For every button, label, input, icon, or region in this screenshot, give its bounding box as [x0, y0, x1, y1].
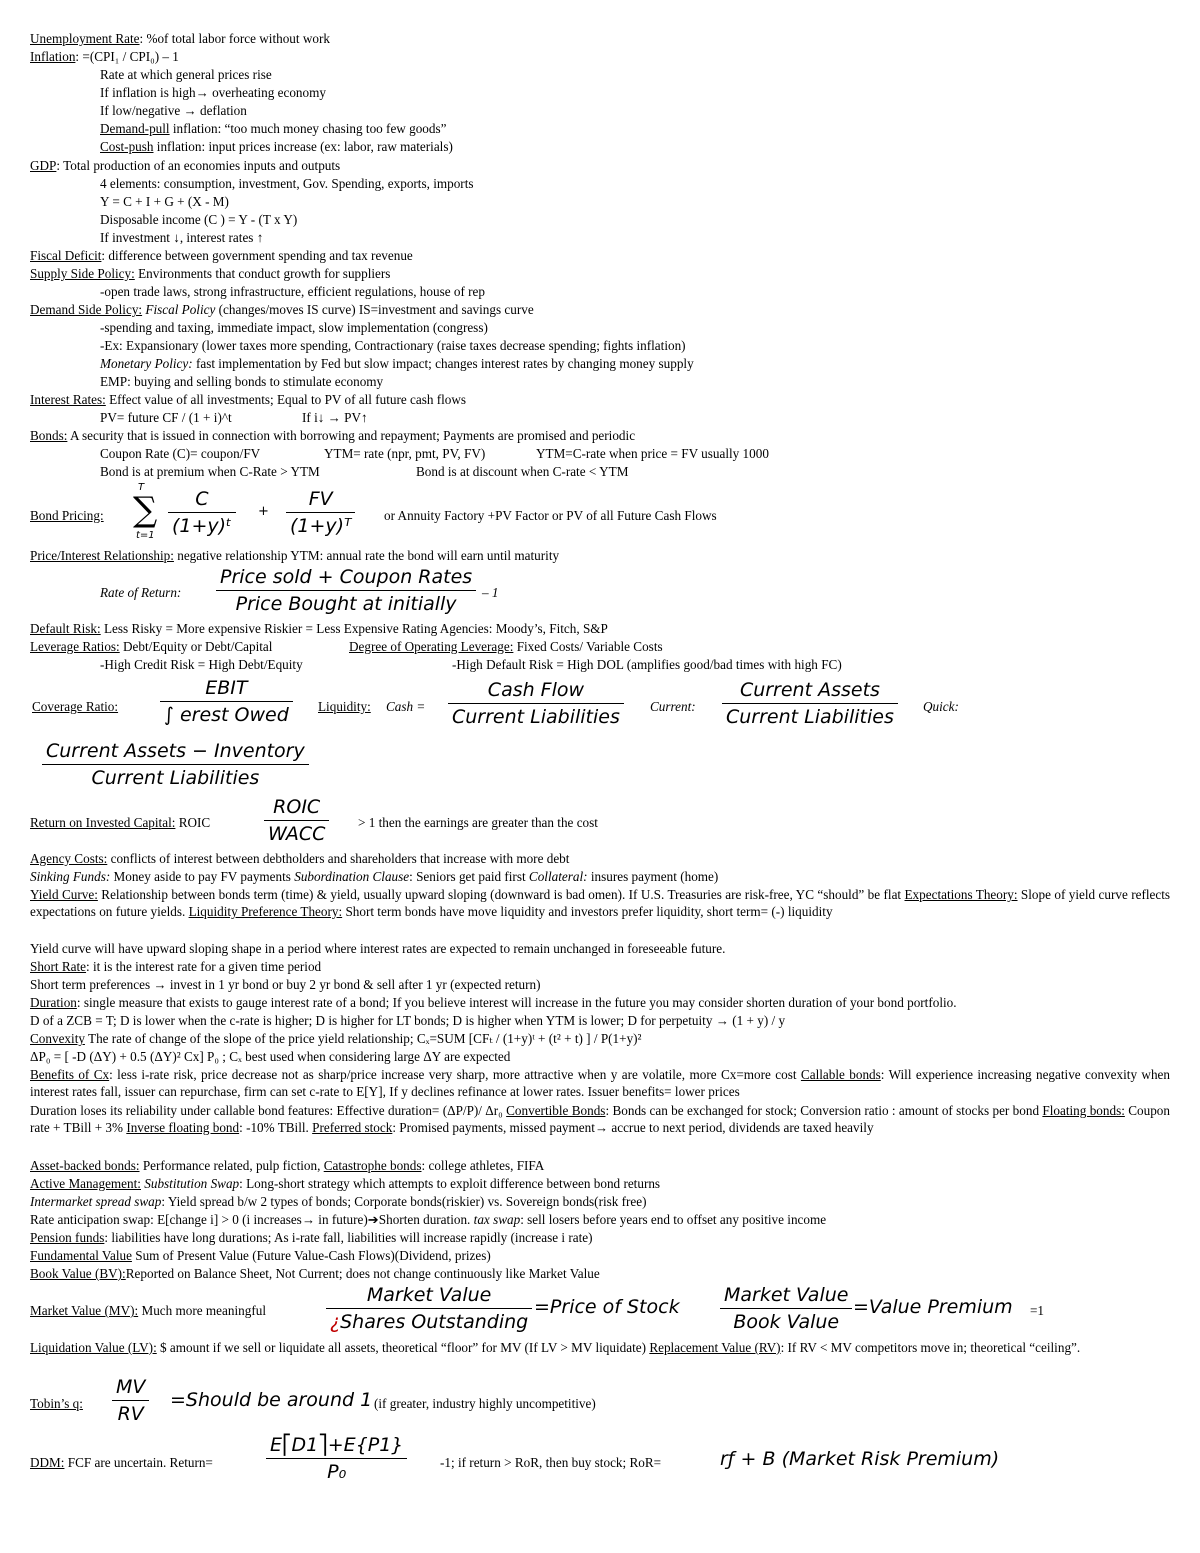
short-term-pref-line: Short term preferences → invest in 1 yr bond or buy 2 yr bond & sell after 1 yr (expected return) [30, 977, 541, 992]
supply-detail: -open trade laws, strong infrastructure, efficient regulations, house of rep [100, 284, 485, 299]
pv-formula-line: PV= future CF / (1 + i)^t [100, 410, 232, 425]
price-change-line: ΔP₀ = [ -D (ΔY) + 0.5 (ΔY)² Cx] P₀ ; Cₓ best used when considering large ΔY are expected [30, 1049, 511, 1064]
liquidity-label: Liquidity: [318, 699, 371, 714]
value-premium-fraction [720, 1282, 852, 1335]
tobins-q-fraction [112, 1374, 149, 1427]
default-risk-dol-line: -High Default Risk = High DOL (amplifies good/bad times with high FC) [452, 657, 842, 672]
current-ratio-label: Current: [650, 699, 696, 714]
required-return-formula: rƒ + B (Market Risk Premium) [720, 1448, 1000, 1470]
gdp-detail: Disposable income (C ) = Y - (T x Y) [100, 212, 298, 227]
fraction-denominator: ∫ erest Owed [164, 704, 289, 726]
coverage-fraction [160, 675, 293, 728]
rate-of-return-fraction [216, 564, 476, 617]
face-value-fraction [286, 486, 355, 539]
market-value-fraction [326, 1282, 532, 1335]
leverage-line: Leverage Ratios: Debt/Equity or Debt/Capital [30, 639, 273, 654]
fiscal-deficit-line: Fiscal Deficit: difference between government spending and tax revenue [30, 248, 413, 263]
roic-note: > 1 then the earnings are greater than the cost [358, 815, 598, 830]
ddm-note: -1; if return > RoR, then buy stock; RoR= [440, 1455, 662, 1470]
minus-one: – 1 [482, 585, 499, 600]
coupon-rate-line: Coupon Rate (C)= coupon/FV [100, 446, 261, 461]
rate-anticipation-line: Rate anticipation swap: E[change i] > 0 (i increases→ in future)➔Shorten duration. tax swap: sell losers before years end to offset any positive income [30, 1212, 827, 1227]
sum-lower-limit: t=1 [136, 530, 155, 541]
market-value-line: Market Value (MV): Much more meaningful [30, 1303, 266, 1318]
benefits-cx-paragraph: Benefits of Cx: less i-rate risk, price decrease not as sharp/price increase very sharp, more attractive when y are volatile, more Cx=more cost Callable bonds: Will experience increasing negative convexity when interest rates fall, issuer can repurchase, firm can set c-rate to E[Y], If y declines refinance at lower rates. Issuer benefits= lower prices [30, 1067, 1170, 1099]
current-ratio-fraction [722, 677, 898, 730]
sinking-funds-line: Sinking Funds: Money aside to pay FV payments Subordination Clause: Seniors get paid first Collateral: insures payment (home) [30, 869, 719, 884]
fraction-numerator: Market Value [724, 1284, 849, 1306]
fraction-denominator: P₀ [327, 1461, 347, 1483]
premium-line: Bond is at premium when C-Rate > YTM [100, 464, 320, 479]
fraction-denominator: Price Bought at initially [235, 593, 457, 615]
fraction-numerator: ROIC [273, 796, 321, 818]
short-rate-line: Short Rate: it is the interest rate for a given time period [30, 959, 322, 974]
coupon-fraction [168, 486, 236, 539]
sum-symbol: ∑ [133, 490, 158, 530]
cash-ratio-label: Cash = [386, 699, 426, 714]
fraction-numerator: Current Assets − Inventory [46, 740, 305, 762]
price-of-stock: =Price of Stock [534, 1296, 680, 1318]
cost-push-line: Cost-push inflation: input prices increase (ex: labor, raw materials) [100, 139, 453, 154]
bonds-line: Bonds: A security that is issued in connection with borrowing and repayment; Payments are promised and periodic [30, 428, 636, 443]
quick-ratio-fraction [42, 738, 309, 791]
fraction-numerator: Current Assets [739, 679, 880, 701]
fraction-numerator: Market Value [366, 1284, 492, 1306]
ytm-note: YTM=C-rate when price = FV usually 1000 [536, 446, 769, 461]
demand-detail: -spending and taxing, immediate impact, slow implementation (congress) [100, 320, 488, 335]
intermarket-line: Intermarket spread swap: Yield spread b/w 2 types of bonds; Corporate bonds(riskier) vs. Sovereign bonds(risk free) [30, 1194, 647, 1209]
effective-duration-paragraph: Duration loses its reliability under callable bond features: Effective duration= (ΔP/P)/ Δr₀ Convertible Bonds: Bonds can be exchanged for stock; Conversion ratio : amount of stocks per bond Floating bonds: Coupon rate + TBill + 3% Inverse floating bond: -10% TBill. Preferred stock: Promised payments, missed payment→ accrue to next period, dividends are taxed heavily [30, 1103, 1170, 1135]
active-management-line: Active Management: Substitution Swap: Long-short strategy which attempts to exploit difference between bond returns [30, 1176, 661, 1191]
ytm-line: YTM= rate (npr, pmt, PV, FV) [324, 446, 486, 461]
fraction-denominator: Current Liabilities [91, 767, 260, 789]
fraction-numerator: Price sold + Coupon Rates [220, 566, 473, 588]
liquidation-paragraph: Liquidation Value (LV): $ amount if we sell or liquidate all assets, theoretical “floor” for MV (If LV > MV liquidate) Replacement Value (RV): If RV < MV competitors move in; theoretical “ceiling”. [30, 1340, 1081, 1355]
price-interest-line: Price/Interest Relationship: negative relationship YTM: annual rate the bond will earn until maturity [30, 548, 560, 563]
tobins-q-label: Tobin’s q: [30, 1396, 83, 1411]
tobins-q-equation: =Should be around 1 [170, 1389, 373, 1411]
equals-one: =1 [1030, 1303, 1045, 1318]
duration-line: Duration: single measure that exists to gauge interest rate of a bond; If you believe interest will increase in the future you may consider shorten duration of your bond portfolio. [30, 995, 957, 1010]
bond-pricing-note: or Annuity Factory +PV Factor or PV of all Future Cash Flows [384, 508, 717, 523]
demand-detail: -Ex: Expansionary (lower taxes more spending, Contractionary (raise taxes decrease spending; fights inflation) [100, 338, 686, 353]
demand-pull-line: Demand-pull inflation: “too much money chasing too few goods” [100, 121, 447, 136]
fraction-numerator: EBIT [205, 677, 248, 699]
demand-side-line: Demand Side Policy: Fiscal Policy (changes/moves IS curve) IS=investment and savings curve [30, 302, 534, 317]
fundamental-value-line: Fundamental Value Sum of Present Value (Future Value-Cash Flows)(Dividend, prizes) [30, 1248, 491, 1263]
fraction-denominator: WACC [268, 823, 326, 845]
inflation-detail: Rate at which general prices rise [100, 67, 272, 82]
gdp-line: GDP: Total production of an economies inputs and outputs [30, 158, 341, 173]
book-value-line: Book Value (BV):Reported on Balance Sheet, Not Current; does not change continuously like Market Value [30, 1266, 600, 1281]
roic-fraction [264, 794, 329, 847]
roic-line: Return on Invested Capital: ROIC [30, 815, 211, 830]
fraction-numerator: Cash Flow [487, 679, 585, 701]
default-risk-line: Default Risk: Less Risky = More expensive Riskier = Less Expensive Rating Agencies: Moody’s, Fitch, S&P [30, 621, 608, 636]
inflation-detail: If inflation is high→ overheating economy [100, 85, 326, 100]
gdp-detail: 4 elements: consumption, investment, Gov. Spending, exports, imports [100, 176, 474, 191]
fraction-denominator: RV [117, 1403, 144, 1425]
discount-line: Bond is at discount when C-rate < YTM [416, 464, 629, 479]
fraction-numerator: E⎡D1⎤+E{P1} [270, 1434, 404, 1456]
yield-curve-paragraph: Yield Curve: Relationship between bonds term (time) & yield, usually upward sloping (downward is bad omen). If U.S. Treasuries are risk-free, YC “should” be flat Expectations Theory: Slope of yield curve reflects expectations on future yields. Liquidity Preference Theory: Short term bonds have move liquidity and investors prefer liquidity, short term= (-) liquidity [30, 887, 1171, 919]
tobins-q-note: (if greater, industry highly uncompetitive) [374, 1396, 596, 1411]
fraction-denominator: ¿Shares Outstanding [330, 1311, 529, 1333]
ddm-line: DDM: FCF are uncertain. Return= [30, 1455, 213, 1470]
agency-costs-line: Agency Costs: conflicts of interest between debtholders and shareholders that increase with more debt [30, 851, 570, 866]
inflation-line: Inflation: =(CPI₁ / CPI₀) – 1 [30, 49, 179, 64]
ddm-fraction [266, 1432, 407, 1485]
cash-ratio-fraction [448, 677, 624, 730]
monetary-policy-line: Monetary Policy: fast implementation by Fed but slow impact; changes interest rates by changing money supply [100, 356, 694, 371]
dol-line: Degree of Operating Leverage: Fixed Costs/ Variable Costs [349, 639, 663, 654]
pension-funds-line: Pension funds: liabilities have long durations; As i-rate fall, liabilities will increase rapidly (increase i rate) [30, 1230, 593, 1245]
asset-backed-line: Asset-backed bonds: Performance related, pulp fiction, Catastrophe bonds: college athletes, FIFA [30, 1158, 545, 1173]
inflation-detail: If low/negative → deflation [100, 103, 247, 118]
duration-detail: D of a ZCB = T; D is lower when the c-rate is higher; D is higher for LT bonds; D is higher when YTM is lower; D for perpetuity → (1 + y) / y [30, 1013, 786, 1028]
bond-pricing-label: Bond Pricing: [30, 508, 104, 523]
fraction-denominator: (1+y)ᵗ [172, 515, 232, 537]
quick-ratio-label: Quick: [923, 699, 959, 714]
supply-side-line: Supply Side Policy: Environments that conduct growth for suppliers [30, 266, 391, 281]
fraction-numerator: C [195, 488, 209, 510]
value-premium: =Value Premium [853, 1296, 1013, 1318]
credit-risk-line: -High Credit Risk = High Debt/Equity [100, 657, 303, 672]
sum-upper-limit: T [138, 482, 145, 493]
fraction-denominator: Book Value [733, 1311, 840, 1333]
yield-curve-note: Yield curve will have upward sloping shape in a period where interest rates are expected to remain unchanged in foreseeable future. [30, 941, 726, 956]
fraction-denominator: (1+y)ᵀ [290, 515, 352, 537]
interest-rates-line: Interest Rates: Effect value of all investments; Equal to PV of all future cash flows [30, 392, 467, 407]
fraction-numerator: FV [308, 488, 333, 510]
demand-detail: EMP: buying and selling bonds to stimulate economy [100, 374, 384, 389]
fraction-denominator: Current Liabilities [726, 706, 894, 728]
unemployment-line: Unemployment Rate: %of total labor force without work [30, 31, 330, 46]
rate-of-return-label: Rate of Return: [100, 585, 182, 600]
coverage-ratio-label: Coverage Ratio: [32, 699, 119, 714]
gdp-detail: Y = C + I + G + (X - M) [100, 194, 229, 209]
plus-sign: + [258, 504, 269, 519]
gdp-detail: If investment ↓, interest rates ↑ [100, 230, 264, 245]
pv-relationship: If i↓ → PV↑ [302, 410, 368, 425]
fraction-numerator: MV [116, 1376, 146, 1398]
fraction-denominator: Current Liabilities [452, 706, 620, 728]
convexity-line: Convexity The rate of change of the slope of the price yield relationship; Cₓ=SUM [CFₜ / (1+y)ᵗ + (t² + t) ] / P(1+y)² [30, 1031, 642, 1046]
